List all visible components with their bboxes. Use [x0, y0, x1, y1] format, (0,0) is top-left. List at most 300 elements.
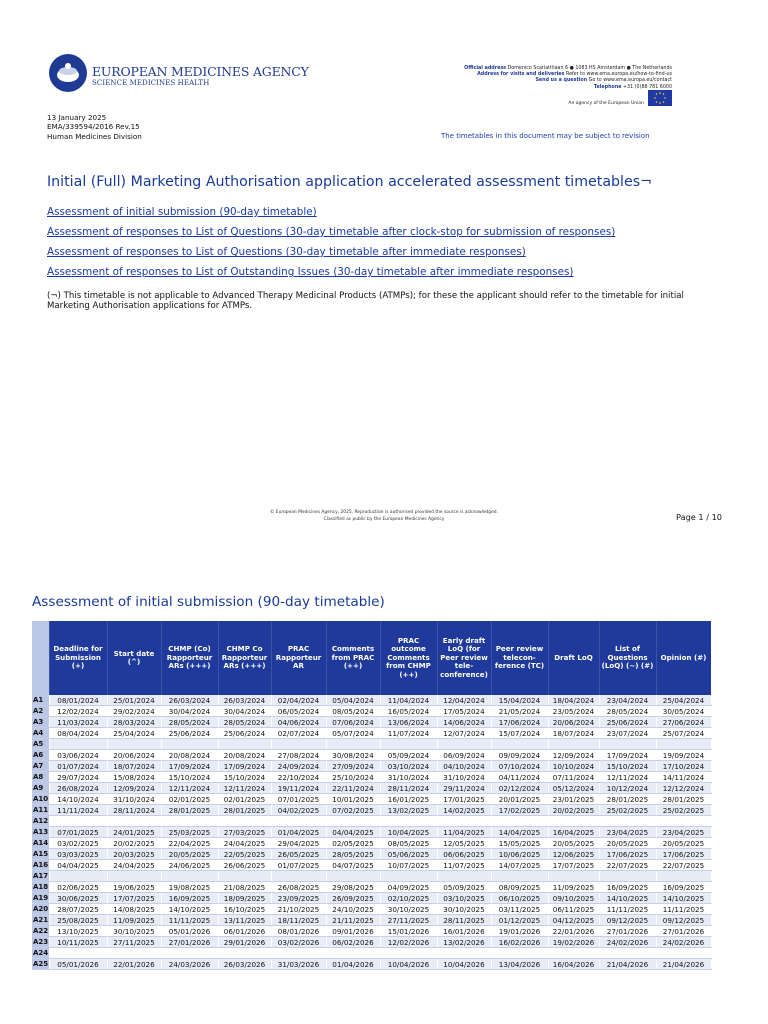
- date-cell: 21/11/2025: [326, 915, 380, 926]
- date-cell: 29/07/2024: [49, 772, 107, 783]
- date-cell: [107, 871, 161, 882]
- row-id-column-header: [32, 621, 49, 695]
- row-id-cell: A25: [33, 960, 49, 968]
- table-row: [32, 915, 711, 926]
- date-cell: 11/11/2025: [161, 915, 218, 926]
- date-cell: 31/10/2024: [107, 794, 161, 805]
- date-cell: 19/02/2026: [548, 937, 599, 948]
- table-body: [32, 695, 711, 970]
- date-cell: 29/02/2024: [107, 706, 161, 717]
- date-cell: 28/05/2024: [161, 717, 218, 728]
- date-cell: 14/06/2024: [437, 717, 491, 728]
- column-header: Deadline for Submission (+): [49, 621, 107, 695]
- date-cell: 28/11/2024: [107, 805, 161, 816]
- date-cell: 21/08/2025: [218, 882, 271, 893]
- date-cell: 18/11/2025: [271, 915, 326, 926]
- column-header: Opinion (#): [656, 621, 711, 695]
- date-cell: 22/07/2025: [656, 860, 711, 871]
- date-cell: 28/01/2025: [599, 794, 656, 805]
- date-cell: 20/05/2025: [548, 838, 599, 849]
- date-cell: 03/03/2025: [49, 849, 107, 860]
- date-cell: 20/05/2025: [599, 838, 656, 849]
- date-cell: 20/05/2025: [161, 849, 218, 860]
- date-cell: 05/01/2026: [49, 959, 107, 970]
- date-cell: 30/06/2025: [49, 893, 107, 904]
- date-cell: 04/07/2025: [326, 860, 380, 871]
- date-cell: 06/11/2025: [548, 904, 599, 915]
- date-cell: 22/10/2024: [271, 772, 326, 783]
- date-cell: 13/11/2025: [218, 915, 271, 926]
- date-cell: 03/10/2025: [437, 893, 491, 904]
- date-cell: 28/05/2024: [599, 706, 656, 717]
- date-cell: 25/04/2024: [107, 728, 161, 739]
- date-cell: [107, 816, 161, 827]
- date-cell: 08/04/2024: [49, 728, 107, 739]
- row-id-cell: A18: [33, 883, 49, 891]
- column-header: Start date (^): [107, 621, 161, 695]
- date-cell: 28/03/2024: [107, 717, 161, 728]
- date-cell: [49, 739, 107, 750]
- table-row: [32, 893, 711, 904]
- date-cell: 12/11/2024: [161, 783, 218, 794]
- date-cell: 03/10/2024: [380, 761, 437, 772]
- date-cell: 19/08/2025: [161, 882, 218, 893]
- date-cell: 28/11/2024: [380, 783, 437, 794]
- contact-block: [464, 66, 672, 91]
- date-cell: 16/04/2026: [548, 959, 599, 970]
- document-division: Human Medicines Division: [47, 131, 142, 141]
- date-cell: 22/01/2026: [548, 926, 599, 937]
- date-cell: 30/08/2024: [326, 750, 380, 761]
- column-header: Early draft LoQ (for Peer review tele-conference): [437, 621, 491, 695]
- date-cell: 12/11/2024: [599, 772, 656, 783]
- date-cell: [656, 816, 711, 827]
- date-cell: 04/11/2024: [491, 772, 548, 783]
- date-cell: 20/01/2025: [491, 794, 548, 805]
- date-cell: 24/09/2024: [271, 761, 326, 772]
- date-cell: 10/11/2025: [49, 937, 107, 948]
- date-cell: 04/12/2025: [548, 915, 599, 926]
- date-cell: [107, 948, 161, 959]
- date-cell: [161, 948, 218, 959]
- date-cell: [380, 816, 437, 827]
- document-meta: [47, 113, 142, 141]
- row-id-cell: A17: [33, 872, 49, 880]
- date-cell: 10/01/2025: [326, 794, 380, 805]
- date-cell: 23/05/2024: [548, 706, 599, 717]
- date-cell: 10/06/2025: [491, 849, 548, 860]
- date-cell: 16/01/2025: [380, 794, 437, 805]
- date-cell: 27/11/2025: [107, 937, 161, 948]
- date-cell: 09/01/2026: [326, 926, 380, 937]
- table-row: [32, 783, 711, 794]
- date-cell: 08/05/2024: [326, 706, 380, 717]
- date-cell: 16/09/2025: [656, 882, 711, 893]
- date-cell: 12/11/2024: [218, 783, 271, 794]
- date-cell: 17/02/2025: [491, 805, 548, 816]
- table-row: [32, 959, 711, 970]
- date-cell: 12/09/2024: [548, 750, 599, 761]
- date-cell: 30/10/2025: [107, 926, 161, 937]
- date-cell: 01/04/2025: [271, 827, 326, 838]
- date-cell: [326, 816, 380, 827]
- date-cell: 20/08/2024: [161, 750, 218, 761]
- date-cell: 01/12/2025: [491, 915, 548, 926]
- table-row: [32, 860, 711, 871]
- date-cell: [49, 816, 107, 827]
- row-id-cell: A5: [32, 739, 49, 750]
- date-cell: 07/10/2024: [491, 761, 548, 772]
- date-cell: 04/04/2025: [326, 827, 380, 838]
- date-cell: 25/02/2025: [656, 805, 711, 816]
- footer-copyright: [0, 510, 768, 523]
- row-id-cell: A15: [33, 850, 49, 858]
- table-row: [32, 871, 711, 882]
- date-cell: 25/03/2025: [161, 827, 218, 838]
- date-cell: [218, 739, 271, 750]
- date-cell: [326, 871, 380, 882]
- date-cell: 27/03/2025: [218, 827, 271, 838]
- row-id-cell: A9: [32, 783, 49, 794]
- date-cell: 07/01/2025: [271, 794, 326, 805]
- document-reference: EMA/339594/2016 Rev.15: [47, 122, 140, 132]
- date-cell: [107, 739, 161, 750]
- date-cell: 15/04/2024: [491, 695, 548, 706]
- date-cell: 12/06/2025: [548, 849, 599, 860]
- timetable-table: [32, 621, 712, 970]
- date-cell: 17/09/2024: [599, 750, 656, 761]
- eu-agency-note: An agency of the European Union: [568, 101, 644, 106]
- date-cell: 16/10/2025: [218, 904, 271, 915]
- date-cell: 05/04/2024: [326, 695, 380, 706]
- date-cell: 28/01/2025: [656, 794, 711, 805]
- date-cell: [271, 739, 326, 750]
- date-cell: 14/10/2025: [599, 893, 656, 904]
- date-cell: 21/05/2024: [491, 706, 548, 717]
- date-cell: 26/03/2024: [218, 695, 271, 706]
- date-cell: 29/11/2024: [437, 783, 491, 794]
- date-cell: 18/07/2024: [548, 728, 599, 739]
- column-header: Peer review telecon-ference (TC): [491, 621, 548, 695]
- table-row: [32, 717, 711, 728]
- date-cell: [271, 871, 326, 882]
- column-header: List of Questions (LoQ) (~) (#): [599, 621, 656, 695]
- column-header: CHMP (Co) Rapporteur ARs (+++): [161, 621, 218, 695]
- date-cell: [656, 739, 711, 750]
- row-id-cell: A7: [32, 761, 49, 772]
- date-cell: [161, 816, 218, 827]
- row-id-cell: A3: [32, 717, 49, 728]
- date-cell: 15/10/2024: [161, 772, 218, 783]
- date-cell: [599, 948, 656, 959]
- timetable-links: [47, 205, 615, 285]
- date-cell: 18/07/2024: [107, 761, 161, 772]
- date-cell: 02/04/2024: [271, 695, 326, 706]
- date-cell: 25/10/2024: [326, 772, 380, 783]
- table-header-row: [32, 621, 711, 695]
- date-cell: 16/09/2025: [161, 893, 218, 904]
- date-cell: 24/04/2025: [107, 860, 161, 871]
- date-cell: 26/05/2025: [271, 849, 326, 860]
- date-cell: 24/04/2025: [218, 838, 271, 849]
- contact-line: Official address Domenico Scarlattilaan 6 ● 1083 HS Amsterdam ● The Netherlands: [464, 66, 672, 71]
- classification-text: Classified as public by the European Medicines Agency: [323, 516, 445, 522]
- date-cell: 16/02/2026: [491, 937, 548, 948]
- copyright-text: © European Medicines Agency, 2025. Reproduction is authorised provided the source is acknowledged.: [270, 510, 498, 515]
- date-cell: 17/09/2024: [161, 761, 218, 772]
- date-cell: 22/07/2025: [599, 860, 656, 871]
- date-cell: 26/03/2024: [161, 695, 218, 706]
- date-cell: 23/07/2024: [599, 728, 656, 739]
- page-title: Initial (Full) Marketing Authorisation application accelerated assessment timetables¬: [47, 174, 652, 190]
- date-cell: 10/10/2024: [548, 761, 599, 772]
- row-id-cell: A4: [32, 728, 49, 739]
- date-cell: 20/08/2024: [218, 750, 271, 761]
- row-id-cell: A19: [33, 894, 49, 902]
- page-gap: [0, 540, 768, 580]
- date-cell: [437, 816, 491, 827]
- date-cell: 18/04/2024: [548, 695, 599, 706]
- table-row: [32, 948, 711, 959]
- row-id-cell: A8: [32, 772, 49, 783]
- date-cell: 01/07/2025: [271, 860, 326, 871]
- date-cell: 24/06/2025: [161, 860, 218, 871]
- link-responses-loq-immediate[interactable]: Assessment of responses to List of Questions (30-day timetable after immediate responses): [47, 246, 526, 258]
- contact-line: Send us a question Go to www.ema.europa.eu/contact: [535, 78, 672, 84]
- date-cell: 23/04/2025: [656, 827, 711, 838]
- section-title: Assessment of initial submission (90-day timetable): [32, 594, 385, 610]
- date-cell: 27/11/2025: [380, 915, 437, 926]
- date-cell: 27/08/2024: [271, 750, 326, 761]
- date-cell: 24/02/2026: [656, 937, 711, 948]
- table-row: [32, 849, 711, 860]
- date-cell: 04/09/2025: [380, 882, 437, 893]
- date-cell: 06/01/2026: [218, 926, 271, 937]
- date-cell: 24/10/2025: [326, 904, 380, 915]
- date-cell: 13/02/2025: [380, 805, 437, 816]
- date-cell: 23/01/2025: [548, 794, 599, 805]
- date-cell: 07/02/2025: [326, 805, 380, 816]
- date-cell: 20/02/2025: [107, 838, 161, 849]
- date-cell: 04/04/2025: [49, 860, 107, 871]
- date-cell: [271, 948, 326, 959]
- date-cell: 03/11/2025: [491, 904, 548, 915]
- date-cell: [491, 816, 548, 827]
- date-cell: 25/06/2024: [161, 728, 218, 739]
- row-id-cell: A20: [33, 905, 49, 913]
- date-cell: [380, 739, 437, 750]
- table-row: [32, 838, 711, 849]
- date-cell: [218, 948, 271, 959]
- date-cell: 01/07/2024: [49, 761, 107, 772]
- date-cell: 09/10/2025: [548, 893, 599, 904]
- column-header: PRAC Rapporteur AR: [271, 621, 326, 695]
- date-cell: [437, 871, 491, 882]
- date-cell: 30/10/2025: [437, 904, 491, 915]
- date-cell: 15/07/2024: [491, 728, 548, 739]
- date-cell: 11/09/2025: [548, 882, 599, 893]
- date-cell: [548, 739, 599, 750]
- date-cell: 25/01/2024: [107, 695, 161, 706]
- date-cell: 17/01/2025: [437, 794, 491, 805]
- link-responses-loi-immediate[interactable]: Assessment of responses to List of Outstanding Issues (30-day timetable after immediate responses): [47, 266, 574, 278]
- date-cell: 26/09/2025: [326, 893, 380, 904]
- date-cell: 05/07/2024: [326, 728, 380, 739]
- date-cell: 29/01/2026: [218, 937, 271, 948]
- date-cell: 17/09/2024: [218, 761, 271, 772]
- date-cell: [548, 871, 599, 882]
- date-cell: 02/01/2025: [218, 794, 271, 805]
- column-header: Comments from PRAC (++): [326, 621, 380, 695]
- date-cell: [656, 948, 711, 959]
- date-cell: 05/09/2025: [437, 882, 491, 893]
- date-cell: 12/12/2024: [656, 783, 711, 794]
- date-cell: 30/05/2024: [656, 706, 711, 717]
- table-row: [32, 695, 711, 706]
- date-cell: 11/11/2024: [49, 805, 107, 816]
- date-cell: 12/02/2026: [380, 937, 437, 948]
- agency-name: EUROPEAN MEDICINES AGENCY: [92, 64, 309, 79]
- date-cell: [218, 871, 271, 882]
- date-cell: 06/02/2026: [326, 937, 380, 948]
- date-cell: 31/10/2024: [437, 772, 491, 783]
- date-cell: 29/04/2025: [271, 838, 326, 849]
- date-cell: 03/02/2026: [271, 937, 326, 948]
- date-cell: 17/06/2025: [599, 849, 656, 860]
- date-cell: 19/01/2026: [491, 926, 548, 937]
- date-cell: 28/05/2025: [326, 849, 380, 860]
- contact-line: Telephone +31 (0)88 781 6000: [593, 84, 672, 90]
- date-cell: 25/06/2024: [599, 717, 656, 728]
- date-cell: 14/02/2025: [437, 805, 491, 816]
- date-cell: 07/11/2024: [548, 772, 599, 783]
- date-cell: 30/04/2024: [218, 706, 271, 717]
- date-cell: 14/10/2025: [656, 893, 711, 904]
- document-date: 13 January 2025: [47, 113, 107, 122]
- date-cell: 04/02/2025: [271, 805, 326, 816]
- date-cell: 17/07/2025: [548, 860, 599, 871]
- date-cell: 23/04/2024: [599, 695, 656, 706]
- date-cell: 28/01/2025: [218, 805, 271, 816]
- date-cell: 03/06/2024: [49, 750, 107, 761]
- row-id-cell: A13: [33, 828, 49, 836]
- date-cell: 22/01/2026: [107, 959, 161, 970]
- date-cell: 17/06/2025: [656, 849, 711, 860]
- date-cell: 29/08/2025: [326, 882, 380, 893]
- table-row: [32, 827, 711, 838]
- date-cell: 23/09/2025: [271, 893, 326, 904]
- agency-tagline: SCIENCE MEDICINES HEALTH: [92, 79, 210, 87]
- date-cell: 20/06/2024: [548, 717, 599, 728]
- date-cell: [599, 871, 656, 882]
- date-cell: 13/02/2026: [437, 937, 491, 948]
- date-cell: 17/07/2025: [107, 893, 161, 904]
- date-cell: 11/04/2024: [380, 695, 437, 706]
- date-cell: 14/04/2025: [491, 827, 548, 838]
- table-row: [32, 904, 711, 915]
- row-id-cell: A14: [33, 839, 49, 847]
- table-row: [32, 728, 711, 739]
- date-cell: 02/10/2025: [380, 893, 437, 904]
- date-cell: 14/10/2025: [161, 904, 218, 915]
- date-cell: 25/06/2024: [218, 728, 271, 739]
- date-cell: [380, 871, 437, 882]
- row-id-cell: A1: [32, 695, 49, 706]
- date-cell: 10/04/2026: [380, 959, 437, 970]
- date-cell: 15/10/2024: [218, 772, 271, 783]
- row-id-cell: A11: [33, 806, 49, 814]
- date-cell: 25/08/2025: [49, 915, 107, 926]
- date-cell: 28/07/2025: [49, 904, 107, 915]
- link-initial-submission[interactable]: Assessment of initial submission (90-day timetable): [47, 206, 317, 218]
- row-id-cell: A22: [33, 927, 49, 935]
- date-cell: 11/07/2025: [437, 860, 491, 871]
- date-cell: 24/01/2025: [107, 827, 161, 838]
- date-cell: 12/02/2024: [49, 706, 107, 717]
- date-cell: 22/11/2024: [326, 783, 380, 794]
- date-cell: [161, 739, 218, 750]
- date-cell: 21/10/2025: [271, 904, 326, 915]
- date-cell: 14/08/2025: [107, 904, 161, 915]
- date-cell: 20/06/2024: [107, 750, 161, 761]
- date-cell: 14/07/2025: [491, 860, 548, 871]
- date-cell: 05/06/2025: [380, 849, 437, 860]
- date-cell: [437, 948, 491, 959]
- date-cell: 26/08/2024: [49, 783, 107, 794]
- date-cell: 11/09/2025: [107, 915, 161, 926]
- link-responses-loq-clockstop[interactable]: Assessment of responses to List of Questions (30-day timetable after clock-stop for submission of responses): [47, 226, 616, 238]
- date-cell: 08/01/2024: [49, 695, 107, 706]
- date-cell: 11/03/2024: [49, 717, 107, 728]
- date-cell: 08/01/2026: [271, 926, 326, 937]
- date-cell: 02/01/2025: [161, 794, 218, 805]
- page-number: Page 1 / 10: [676, 512, 723, 522]
- date-cell: 27/06/2024: [656, 717, 711, 728]
- date-cell: 20/05/2025: [656, 838, 711, 849]
- date-cell: 12/05/2025: [437, 838, 491, 849]
- column-header: Draft LoQ: [548, 621, 599, 695]
- table-row: [32, 816, 711, 827]
- date-cell: 28/01/2025: [161, 805, 218, 816]
- date-cell: [599, 816, 656, 827]
- date-cell: 17/10/2024: [656, 761, 711, 772]
- atmp-footnote: (¬) This timetable is not applicable to Advanced Therapy Medicinal Products (ATMPs); for these the applicant should refer to the timetable for initial Marketing Authorisation applications for ATMPs.: [47, 291, 684, 311]
- date-cell: 05/09/2024: [380, 750, 437, 761]
- date-cell: 02/12/2024: [491, 783, 548, 794]
- date-cell: 08/05/2025: [380, 838, 437, 849]
- date-cell: 27/09/2024: [326, 761, 380, 772]
- eu-flag-icon: [648, 90, 672, 106]
- date-cell: 25/04/2024: [656, 695, 711, 706]
- table-row: [32, 937, 711, 948]
- date-cell: 20/03/2025: [107, 849, 161, 860]
- date-cell: 13/10/2025: [49, 926, 107, 937]
- date-cell: 05/01/2026: [161, 926, 218, 937]
- date-cell: 12/04/2024: [437, 695, 491, 706]
- date-cell: 13/06/2024: [380, 717, 437, 728]
- row-id-cell: A23: [33, 938, 49, 946]
- date-cell: 14/11/2024: [656, 772, 711, 783]
- date-cell: [656, 871, 711, 882]
- date-cell: 30/04/2024: [161, 706, 218, 717]
- column-header: PRAC outcome Comments from CHMP (++): [380, 621, 437, 695]
- date-cell: 22/04/2025: [161, 838, 218, 849]
- table-row: [32, 706, 711, 717]
- date-cell: [491, 871, 548, 882]
- revision-note: The timetables in this document may be subject to revision: [441, 132, 650, 140]
- row-id-cell: A16: [33, 861, 49, 869]
- date-cell: 11/11/2025: [656, 904, 711, 915]
